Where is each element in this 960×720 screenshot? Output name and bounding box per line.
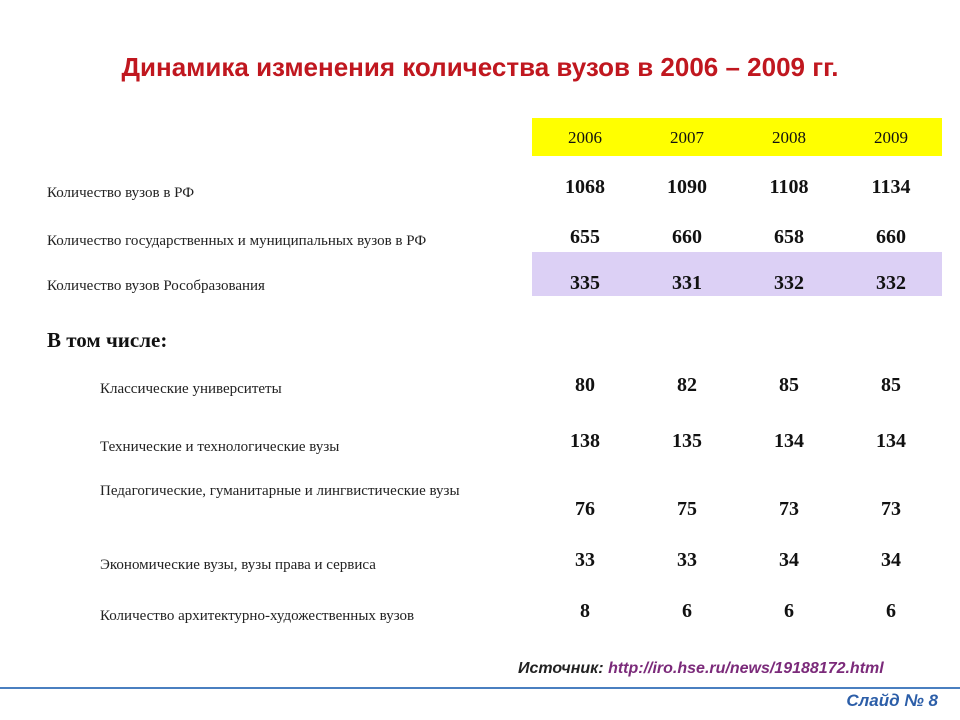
table-cell: 1134 bbox=[871, 176, 911, 198]
table-cell: 80 bbox=[575, 374, 595, 396]
table-cell: 660 bbox=[876, 226, 906, 248]
table-cell: 335 bbox=[570, 272, 600, 294]
table-cell: 75 bbox=[677, 498, 697, 520]
table-cell: 8 bbox=[580, 600, 590, 622]
table-cell: 34 bbox=[779, 549, 799, 571]
year-header: 2009 bbox=[874, 128, 908, 147]
table-cell: 82 bbox=[677, 374, 697, 396]
table-cell: 134 bbox=[876, 430, 906, 452]
table-cell: 332 bbox=[774, 272, 804, 294]
table-cell: 1068 bbox=[565, 176, 605, 198]
year-header: 2007 bbox=[670, 128, 704, 147]
table-cell: 85 bbox=[779, 374, 799, 396]
table-cell: 33 bbox=[575, 549, 595, 571]
row-label: Количество вузов в РФ bbox=[47, 185, 195, 201]
table-cell: 73 bbox=[881, 498, 901, 520]
row-label: Количество государственных и муниципальных вузов в РФ bbox=[47, 233, 427, 249]
section-heading: В том числе: bbox=[47, 328, 168, 352]
subrow-label: Классические университеты bbox=[100, 381, 282, 397]
source-note bbox=[518, 660, 884, 678]
table-cell: 1108 bbox=[769, 176, 809, 198]
table-cell: 660 bbox=[672, 226, 702, 248]
table-cell: 85 bbox=[881, 374, 901, 396]
table-cell: 34 bbox=[881, 549, 901, 571]
table-cell: 6 bbox=[784, 600, 794, 622]
row-label: Количество вузов Рособразования bbox=[47, 278, 265, 294]
subrow-label: Количество архитектурно-художественных вузов bbox=[100, 608, 415, 624]
year-header: 2006 bbox=[568, 128, 602, 147]
table-cell: 655 bbox=[570, 226, 600, 248]
table-cell: 76 bbox=[575, 498, 595, 520]
table-cell: 6 bbox=[886, 600, 896, 622]
table-cell: 138 bbox=[570, 430, 600, 452]
subrow-label: Технические и технологические вузы bbox=[100, 439, 340, 455]
year-header: 2008 bbox=[772, 128, 806, 147]
page-title: Динамика изменения количества вузов в 2006 – 2009 гг. bbox=[121, 52, 839, 82]
table-cell: 33 bbox=[677, 549, 697, 571]
slide-number: Слайд № 8 bbox=[846, 691, 938, 710]
subrow-label: Экономические вузы, вузы права и сервиса bbox=[100, 557, 376, 573]
table-cell: 658 bbox=[774, 226, 804, 248]
subrow-label: Педагогические, гуманитарные и лингвистические вузы bbox=[100, 483, 460, 499]
table-cell: 134 bbox=[774, 430, 804, 452]
source-label: Источник: bbox=[518, 660, 604, 677]
table-cell: 1090 bbox=[667, 176, 707, 198]
table-cell: 6 bbox=[682, 600, 692, 622]
table-cell: 331 bbox=[672, 272, 702, 294]
source-link[interactable]: http://iro.hse.ru/news/19188172.html bbox=[608, 660, 884, 677]
table-cell: 332 bbox=[876, 272, 906, 294]
table-cell: 73 bbox=[779, 498, 799, 520]
footer-divider bbox=[0, 687, 960, 689]
table-cell: 135 bbox=[672, 430, 702, 452]
